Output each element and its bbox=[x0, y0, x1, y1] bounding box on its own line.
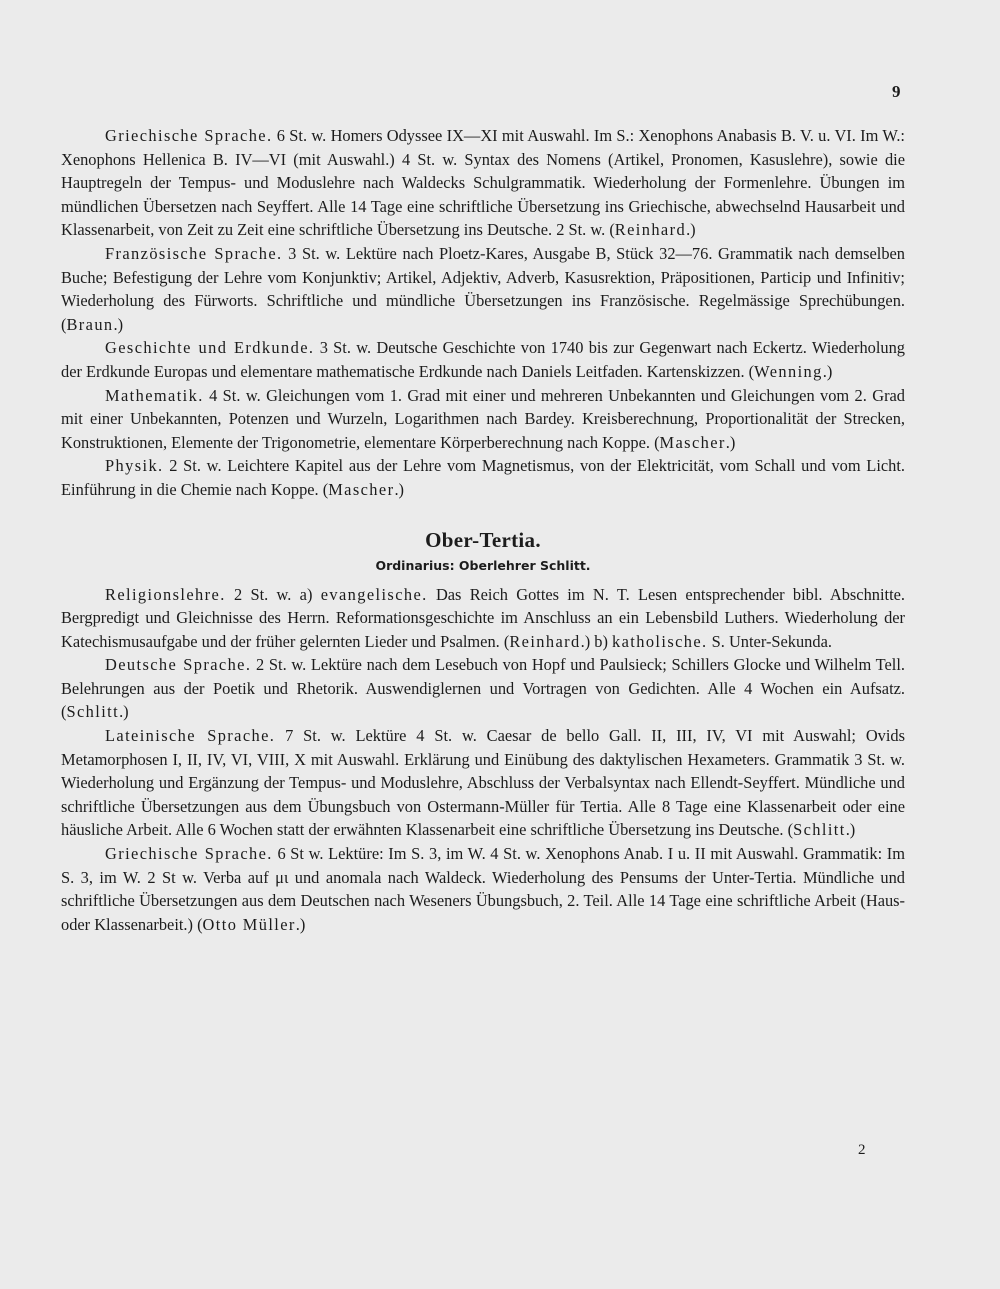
paragraph-religion bbox=[61, 583, 905, 654]
paragraph-griechisch-2 bbox=[61, 842, 905, 936]
page-content bbox=[61, 124, 905, 936]
paragraph-end: .) bbox=[686, 220, 696, 240]
paragraph-end: .) bbox=[295, 914, 306, 934]
paragraph-mathematik bbox=[61, 384, 905, 455]
section-heading: Ober-Tertia. bbox=[425, 527, 541, 552]
paragraph-text: 3 St. w. Deutsche Geschichte von 1740 bis zur Gegenwart nach Eckertz. Wiederholung der Erdkunde Europas und elementare mathematische Erdkunde nach Daniels Leitfaden. Kartenskizzen. ( bbox=[61, 338, 905, 381]
paragraph-deutsch bbox=[61, 653, 905, 724]
paragraph-physik bbox=[61, 454, 905, 501]
paragraph-text: 6 St w. Lektüre: Im S. 3, im W. 4 St. w. Xenophons Anab. I u. II mit Auswahl. Grammatik: Im S. 3, im W. 2 St w. Verba auf μι und anomala nach Waldeck. Wiederholung des Pensums der Unter-Tertia. Mündliche und schriftliche Übersetzungen aus dem Deutschen nach Weseners Übungsbuch, 2. Teil. Alle 14 Tage eine schriftliche Arbeit (Haus- oder Klassenarbeit.) ( bbox=[61, 844, 905, 934]
paragraph-text: 7 St. w. Lektüre 4 St. w. Caesar de bello Gall. II, III, IV, VI mit Auswahl; Ovids Metamorphosen I, II, IV, VI, VIII, X mit Auswahl. Erklärung und Einübung des daktylischen Hexameters. Grammatik 3 St. w. Wiederholung und Ergänzung der Tempus- und Moduslehre, Abschluss der Verbalsyntax nach Ellendt-Seyffert. Mündliche und schriftliche Übersetzungen aus dem Übungsbuch von Ostermann-Müller für Tertia. Alle 8 Tage eine Klassenarbeit oder eine häusliche Arbeit. Alle 6 Wochen statt der erwähnten Klassenarbeit eine schriftliche Übersetzung ins Deutsche. ( bbox=[61, 726, 905, 840]
sheet-signature: 2 bbox=[858, 1142, 866, 1158]
paragraph-end: .) bbox=[394, 479, 404, 499]
paragraph-text: Das Reich Gottes im N. T. Lesen entsprechender bibl. Abschnitte. Bergpredigt und Gleichnisse des Herrn. Reformationsgeschichte im Anschluss an ein Lebensbild Luthers. Wiederholung der Katechismusaufgabe und der früher gelernten Lieder und Psalmen. ( bbox=[61, 584, 905, 651]
subject-title: Lateinische Sprache. bbox=[105, 726, 276, 746]
paragraph-text: 4 St. w. Gleichungen vom 1. Grad mit einer und mehreren Unbekannten und Gleichungen vom 2. Grad mit einer Unbekannten, Potenzen und Wurzeln, Logarithmen nach Bardey. Kreisberechnung, Proportionalität der Strecken, Konstruktionen, Elemente der Trigonometrie, elementare Körperberechnung nach Koppe. ( bbox=[61, 385, 905, 452]
subject-title: Geschichte und Erdkunde. bbox=[105, 338, 315, 358]
paragraph-end: .) bbox=[845, 820, 856, 840]
teacher-name: Otto Müller bbox=[202, 914, 296, 934]
paragraph-end: .) bbox=[119, 702, 129, 722]
paragraph-text: 2 St. w. Leichtere Kapitel aus der Lehre vom Magnetismus, von der Elektricität, vom Schall und vom Licht. Einführung in die Chemie nach Koppe. ( bbox=[61, 456, 905, 499]
teacher-name: Wenning bbox=[754, 361, 823, 381]
paragraph-end: .) bbox=[725, 432, 736, 452]
denomination-label: katholische. bbox=[612, 631, 708, 651]
page-number: 9 bbox=[892, 82, 901, 101]
subject-title: Mathematik. bbox=[105, 385, 204, 405]
paragraph-text: S. Unter-Sekunda. bbox=[707, 631, 832, 651]
paragraph-text: .) b) bbox=[580, 631, 612, 651]
teacher-name: Schlitt bbox=[66, 702, 120, 722]
paragraph-end: .) bbox=[113, 314, 124, 334]
paragraph-end: .) bbox=[822, 361, 833, 381]
teacher-name: Mascher bbox=[659, 432, 726, 452]
subject-title: Deutsche Sprache. bbox=[105, 655, 252, 675]
ordinarius-line: Ordinarius: Oberlehrer Schlitt. bbox=[375, 557, 591, 573]
subject-title: Französische Sprache. bbox=[105, 243, 283, 263]
paragraph-franzoesisch bbox=[61, 242, 905, 336]
teacher-name: Reinhard bbox=[509, 631, 581, 651]
subject-title: Physik. bbox=[105, 456, 164, 476]
subject-title: Religionslehre. bbox=[105, 584, 226, 604]
paragraph-text: 2 St. w. Lektüre nach dem Lesebuch von Hopf und Paulsieck; Schillers Glocke und Wilhelm Tell. Belehrungen aus der Poetik und Rhetorik. Auswendiglernen und Vortragen von Gedichten. Alle 4 Wochen ein Aufsatz. ( bbox=[61, 655, 905, 722]
paragraph-latein bbox=[61, 724, 905, 842]
paragraph-geschichte bbox=[61, 336, 905, 383]
paragraph-text: 3 St. w. Lektüre nach Ploetz-Kares, Ausgabe B, Stück 32—76. Grammatik nach demselben Buche; Befestigung der Lehre vom Konjunktiv; Artikel, Adjektiv, Adverb, Kasusrektion, Präpositionen, Particip und Infinitiv; Wiederholung des Fürworts. Schriftliche und mündliche Übersetzungen ins Französische. Regelmässige Sprechübungen. ( bbox=[61, 243, 905, 334]
teacher-name: Braun bbox=[66, 314, 114, 334]
teacher-name: Reinhard bbox=[614, 220, 687, 240]
teacher-name: Mascher bbox=[328, 479, 395, 499]
denomination-label: evangelische. bbox=[320, 584, 428, 604]
paragraph-text: 2 St. w. a) bbox=[225, 584, 321, 604]
paragraph-griechisch-1 bbox=[61, 124, 905, 242]
teacher-name: Schlitt bbox=[793, 820, 846, 840]
paragraph-text: 6 St. w. Homers Odyssee IX—XI mit Auswahl. Im S.: Xenophons Anabasis B. V. u. VI. Im W.: Xenophons Hellenica B. IV—VI (mit Auswahl.) 4 St. w. Syntax des Nomens (Artikel, Pronomen, Kasuslehre), sowie die Hauptregeln der Tempus- und Moduslehre nach Waldecks Schulgrammatik. Wiederholung der Formenlehre. Übungen im mündlichen Übersetzen nach Seyffert. Alle 14 Tage eine schriftliche Übersetzung ins Griechische, abwechselnd Hausarbeit und Klassenarbeit, von Zeit zu Zeit eine schriftliche Übersetzung ins Deutsche. 2 St. w. ( bbox=[61, 126, 905, 240]
subject-title: Griechische Sprache. bbox=[105, 126, 273, 145]
subject-title: Griechische Sprache. bbox=[105, 844, 273, 864]
